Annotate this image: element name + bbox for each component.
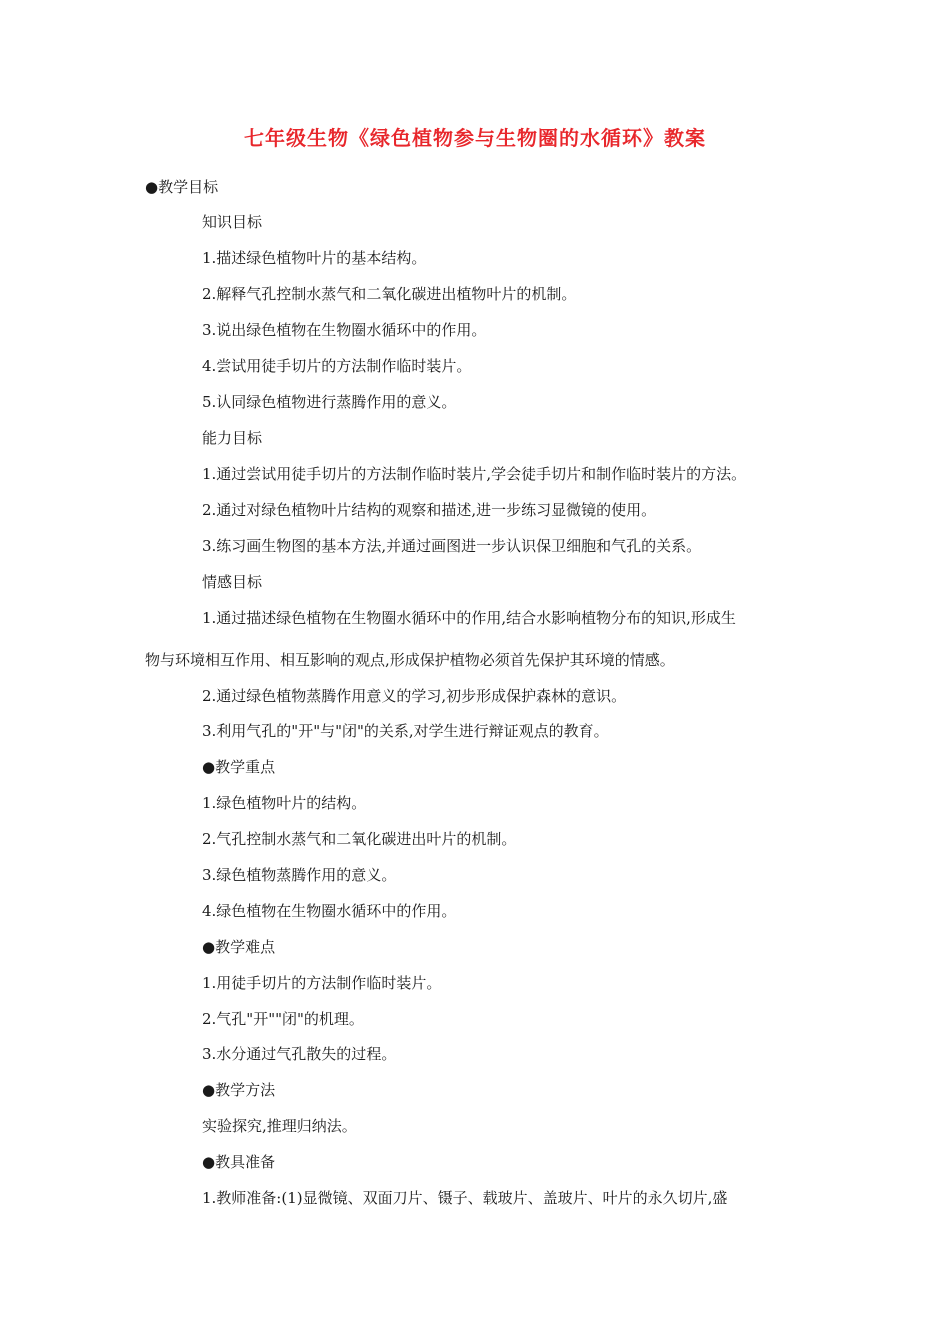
list-item: 1.教师准备:(1)显微镜、双面刀片、镊子、载玻片、盖玻片、叶片的永久切片,盛 [202, 1189, 728, 1207]
list-item: 3.练习画生物图的基本方法,并通过画图进一步认识保卫细胞和气孔的关系。 [202, 537, 702, 555]
list-item: 2.气孔"开""闭"的机理。 [202, 1010, 364, 1028]
paragraph: 实验探究,推理归纳法。 [202, 1117, 357, 1135]
list-item: 4.绿色植物在生物圈水循环中的作用。 [202, 902, 457, 920]
list-item: 4.尝试用徒手切片的方法制作临时装片。 [202, 357, 472, 375]
subheading-emotional-goals: 情感目标 [202, 573, 263, 591]
heading-teaching-methods: ●教学方法 [202, 1081, 276, 1099]
list-item: 3.利用气孔的"开"与"闭"的关系,对学生进行辩证观点的教育。 [202, 722, 609, 740]
list-item: 1.描述绿色植物叶片的基本结构。 [202, 249, 427, 267]
list-item-continuation: 物与环境相互作用、相互影响的观点,形成保护植物必须首先保护其环境的情感。 [145, 651, 675, 669]
list-item: 2.解释气孔控制水蒸气和二氧化碳进出植物叶片的机制。 [202, 285, 577, 303]
subheading-knowledge-goals: 知识目标 [202, 213, 263, 231]
list-item: 2.气孔控制水蒸气和二氧化碳进出叶片的机制。 [202, 830, 517, 848]
list-item: 3.绿色植物蒸腾作用的意义。 [202, 866, 397, 884]
list-item: 1.绿色植物叶片的结构。 [202, 794, 367, 812]
heading-difficult-points: ●教学难点 [202, 938, 276, 956]
heading-teaching-goals: ●教学目标 [145, 178, 219, 196]
subheading-ability-goals: 能力目标 [202, 429, 263, 447]
list-item: 1.通过尝试用徒手切片的方法制作临时装片,学会徒手切片和制作临时装片的方法。 [202, 465, 747, 483]
list-item: 2.通过绿色植物蒸腾作用意义的学习,初步形成保护森林的意识。 [202, 687, 627, 705]
list-item: 1.通过描述绿色植物在生物圈水循环中的作用,结合水影响植物分布的知识,形成生 [202, 609, 736, 627]
document-title: 七年级生物《绿色植物参与生物圈的水循环》教案 [244, 126, 706, 150]
list-item: 2.通过对绿色植物叶片结构的观察和描述,进一步练习显微镜的使用。 [202, 501, 657, 519]
heading-teaching-aids: ●教具准备 [202, 1153, 276, 1171]
heading-key-points: ●教学重点 [202, 758, 276, 776]
list-item: 3.水分通过气孔散失的过程。 [202, 1045, 397, 1063]
list-item: 1.用徒手切片的方法制作临时装片。 [202, 974, 442, 992]
list-item: 3.说出绿色植物在生物圈水循环中的作用。 [202, 321, 487, 339]
list-item: 5.认同绿色植物进行蒸腾作用的意义。 [202, 393, 457, 411]
